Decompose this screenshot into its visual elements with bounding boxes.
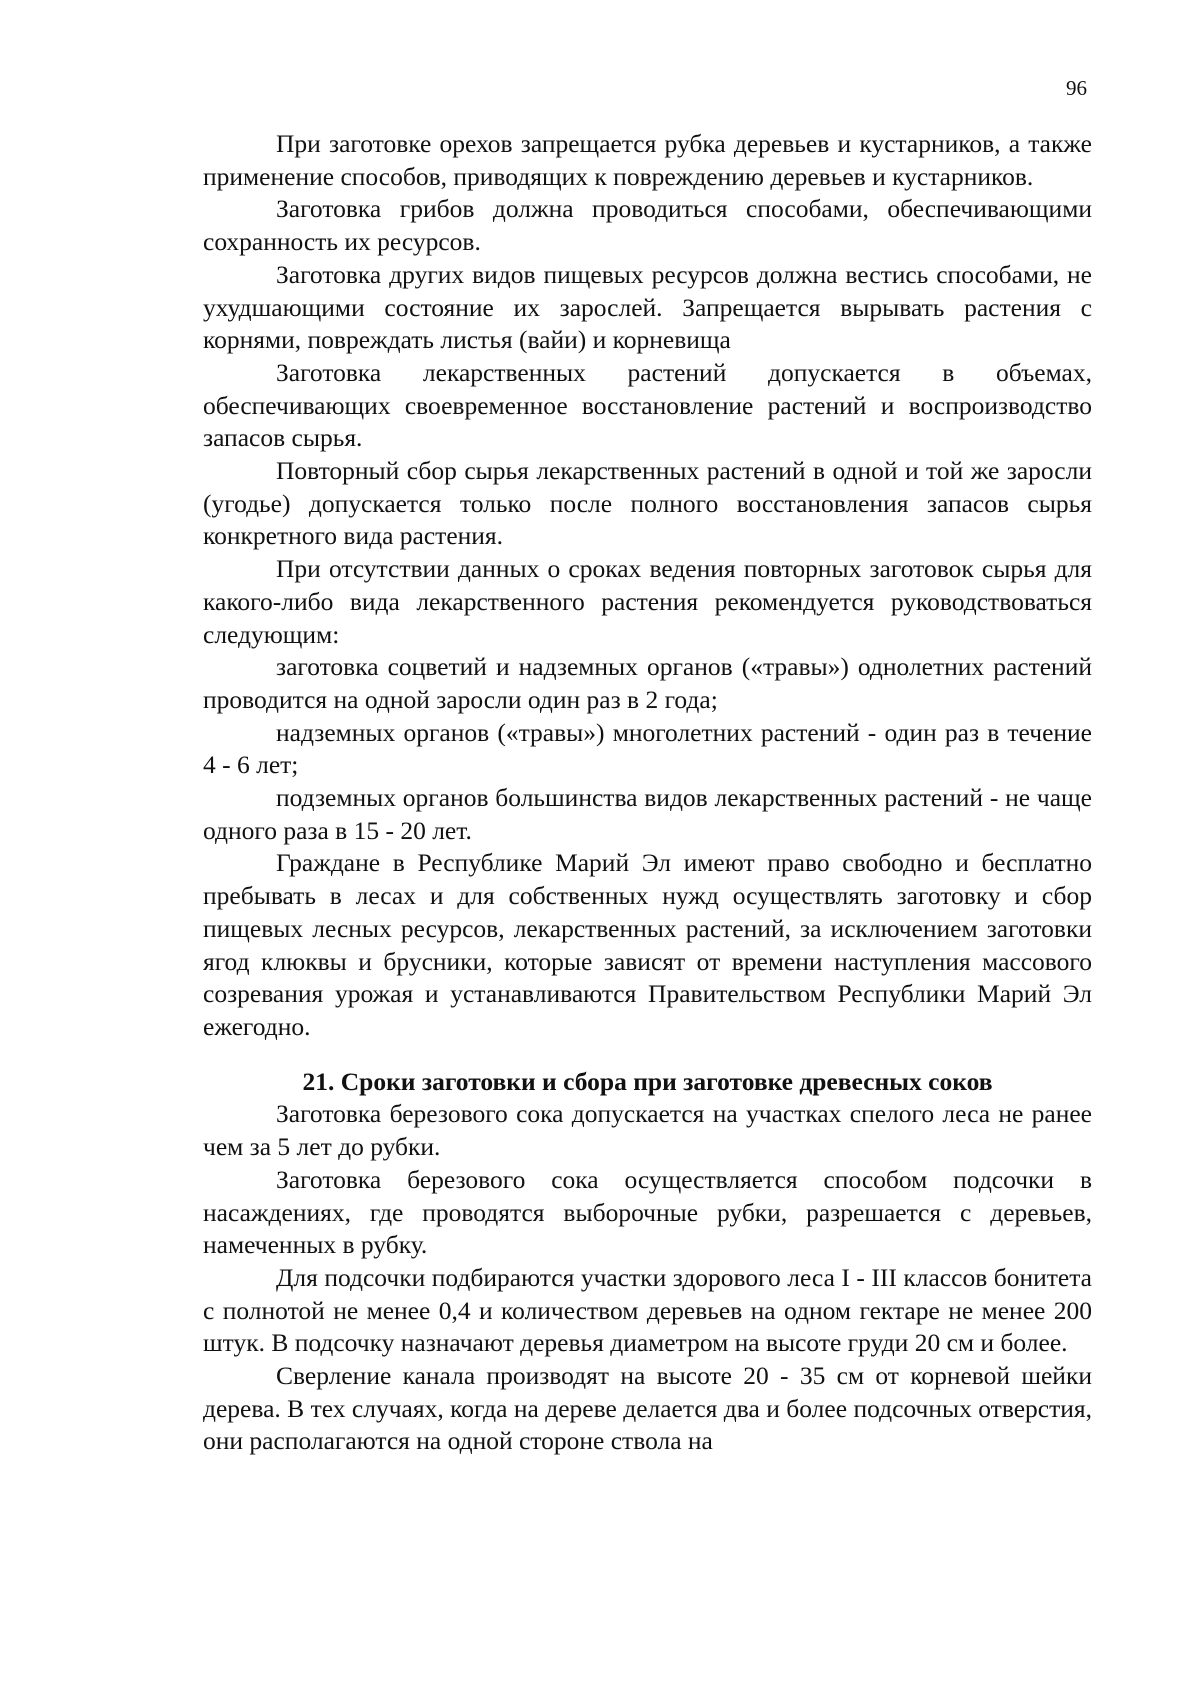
paragraph-no-data-guidance: При отсутствии данных о сроках ведения повторных заготовок сырья для какого-либо вида лекарственного растения рекомендуется руководствоваться следующим:	[203, 554, 1092, 649]
paragraph-citizens-rights: Граждане в Республике Марий Эл имеют право свободно и бесплатно пребывать в лесах и для собственных нужд осуществлять заготовку и сбор пищевых лесных ресурсов, лекарственных растений, за исключением заготовки ягод клюквы и брусники, которые зависят от времени наступления массового созревания урожая и устанавливаются Правительством Республики Марий Эл ежегодно.	[203, 848, 1092, 1041]
paragraph-food-resources: Заготовка других видов пищевых ресурсов должна вестись способами, не ухудшающими состояние их зарослей. Запрещается вырывать растения с корнями, повреждать листья (вайи) и корневища	[203, 259, 1092, 355]
section-heading-21: 21. Сроки заготовки и сбора при заготовке древесных соков	[302, 1066, 993, 1096]
paragraph-repeated-collection: Повторный сбор сырья лекарственных растений в одной и той же заросли (угодье) допускается только после полного восстановления запасов сырья конкретного вида растения.	[203, 456, 1092, 551]
list-item-perennial-plants: надземных органов («травы») многолетних растений - один раз в течение 4 - 6 лет;	[203, 717, 1092, 780]
paragraph-tapping-plots: Для подсочки подбираются участки здорового леса I - III классов бонитета с полнотой не менее 0,4 и количеством деревьев на одном гектаре не менее 200 штук. В подсочку назначают деревья диаметром на высоте груди 20 см и более.	[203, 1262, 1092, 1358]
page-content	[203, 128, 1092, 1458]
paragraph-birch-sap-mature-forest: Заготовка березового сока допускается на участках спелого леса не ранее чем за 5 лет до рубки.	[203, 1099, 1092, 1162]
list-item-annual-plants: заготовка соцветий и надземных органов («травы») однолетних растений проводится на одной заросли один раз в 2 года;	[203, 652, 1092, 714]
paragraph-birch-sap-tapping: Заготовка березового сока осуществляется способом подсочки в насаждениях, где проводятся выборочные рубки, разрешается с деревьев, намеченных в рубку.	[203, 1164, 1092, 1260]
page-number: 96	[1066, 76, 1087, 100]
paragraph-mushroom-harvesting: Заготовка грибов должна проводиться способами, обеспечивающими сохранность их ресурсов.	[203, 194, 1092, 257]
list-item-underground-organs: подземных органов большинства видов лекарственных растений - не чаще одного раза в 15 - 20 лет.	[203, 783, 1092, 845]
paragraph-drilling-channel: Сверление канала производят на высоте 20 - 35 см от корневой шейки дерева. В тех случаях, когда на дереве делается два и более подсочных отверстия, они располагаются на одной стороне ствола на	[203, 1361, 1092, 1456]
paragraph-nut-harvesting: При заготовке орехов запрещается рубка деревьев и кустарников, а также применение способов, приводящих к повреждению деревьев и кустарников.	[203, 129, 1092, 191]
paragraph-medicinal-plants: Заготовка лекарственных растений допускается в объемах, обеспечивающих своевременное восстановление растений и воспроизводство запасов сырья.	[203, 357, 1092, 453]
